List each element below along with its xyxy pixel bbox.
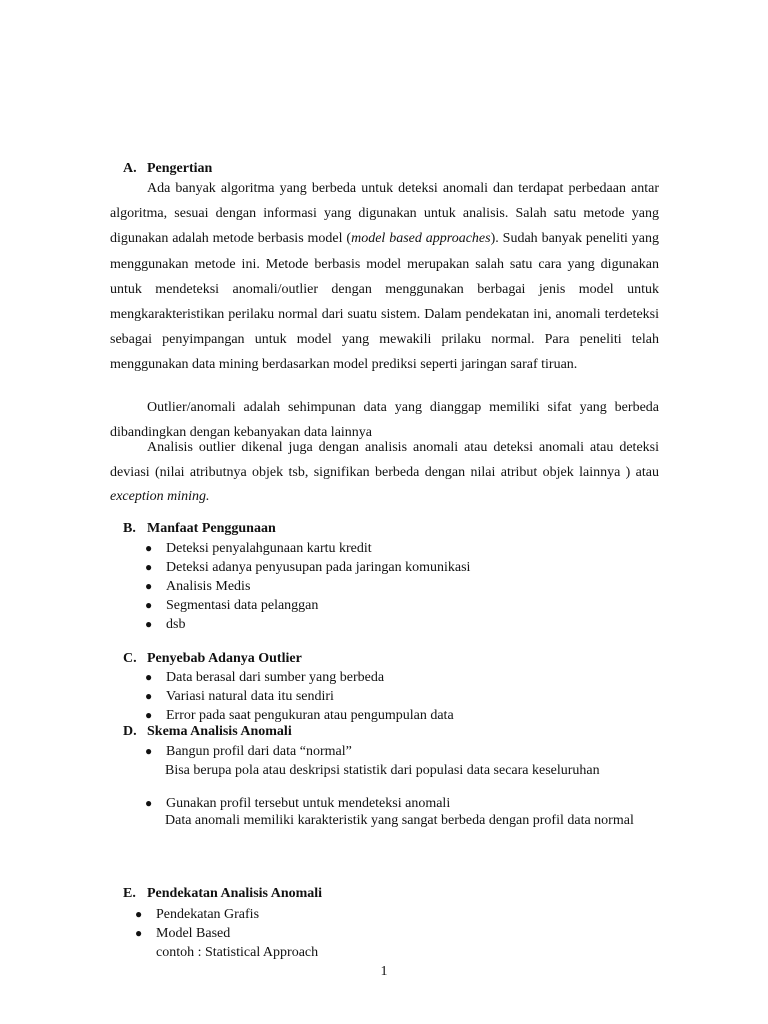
list-item-text: Variasi natural data itu sendiri xyxy=(166,689,334,704)
list-item xyxy=(145,687,454,706)
bullet-icon: ● xyxy=(145,744,153,758)
section-d-title: Skema Analisis Anomali xyxy=(147,724,292,739)
bullet-icon: ● xyxy=(135,907,143,921)
section-d-letter: D. xyxy=(123,724,137,739)
section-d-item2-description: Data anomali memiliki karakteristik yang sangat berbeda dengan profil data normal xyxy=(165,813,634,828)
bullet-icon: ● xyxy=(145,708,153,722)
p1-text-a: Ada banyak algoritma yang berbeda untuk deteksi anomali dan terdapat perbedaan antar algoritma, sesuai dengan informasi yang digunakan untuk analisis. Salah satu metode yang digunakan adalah metode berbasis model ( xyxy=(110,181,659,247)
list-item-text: Bangun profil dari data “normal” xyxy=(166,744,352,759)
section-a-paragraph-1 xyxy=(110,176,659,378)
section-e-letter: E. xyxy=(123,886,136,901)
section-a-paragraph-3 xyxy=(110,436,659,510)
bullet-icon: ● xyxy=(145,670,153,684)
section-b-list xyxy=(145,539,471,634)
list-item xyxy=(135,905,260,924)
bullet-icon: ● xyxy=(145,689,153,703)
list-item-text: dsb xyxy=(166,617,186,632)
bullet-icon: ● xyxy=(145,617,153,631)
list-item-text: Data berasal dari sumber yang berbeda xyxy=(166,670,385,685)
list-item xyxy=(145,668,454,687)
bullet-icon: ● xyxy=(145,796,153,810)
list-item-text: Error pada saat pengukuran atau pengumpulan data xyxy=(166,708,454,723)
section-e-list xyxy=(135,905,260,943)
section-c-letter: C. xyxy=(123,651,137,666)
bullet-icon: ● xyxy=(135,926,143,940)
p1-emphasis: model based approaches xyxy=(351,231,491,247)
section-b-heading xyxy=(123,521,276,537)
list-item xyxy=(145,615,470,634)
list-item-text: Deteksi adanya penyusupan pada jaringan komunikasi xyxy=(166,560,471,575)
bullet-icon: ● xyxy=(145,579,153,593)
section-b-title: Manfaat Penggunaan xyxy=(147,521,276,536)
p1-text-b: ). Sudah banyak peneliti yang menggunakan metode ini. Metode berbasis model merupakan salah satu cara yang digunakan untuk mendeteksi anomali/outlier dengan menggunakan berbagai jenis model untuk mengkarakteristikan perilaku normal dari suatu sistem. Dalam pendekatan ini, anomali terdeteksi sebagai penyimpangan untuk model yang mewakili prilaku normal. Para peneliti telah menggunakan data mining berdasarkan model prediksi seperti jaringan saraf tiruan. xyxy=(110,231,660,373)
list-item-text: Analisis Medis xyxy=(166,579,251,594)
list-item xyxy=(145,577,470,596)
list-item-text: Model Based xyxy=(156,926,231,941)
section-a-letter: A. xyxy=(123,161,137,176)
list-item xyxy=(145,706,454,725)
section-a-heading xyxy=(123,161,212,177)
bullet-icon: ● xyxy=(145,560,153,574)
section-d-heading xyxy=(123,724,292,740)
list-item xyxy=(145,596,470,615)
section-a-title: Pengertian xyxy=(147,161,213,176)
page-number: 1 xyxy=(380,964,388,979)
section-d-list-1 xyxy=(145,742,352,761)
section-e-title: Pendekatan Analisis Anomali xyxy=(147,886,323,901)
section-c-list xyxy=(145,668,454,725)
section-e-heading xyxy=(123,886,322,902)
list-item xyxy=(145,742,352,761)
bullet-icon: ● xyxy=(145,598,153,612)
p3-text: Analisis outlier dikenal juga dengan analisis anomali atau deteksi anomali atau deteksi deviasi (nilai atributnya objek tsb, signifikan berbeda dengan nilai atribut objek lainnya ) atau xyxy=(110,440,659,480)
bullet-icon: ● xyxy=(145,541,153,555)
list-item-text: Gunakan profil tersebut untuk mendeteksi anomali xyxy=(166,796,451,811)
section-c-title: Penyebab Adanya Outlier xyxy=(147,651,302,666)
list-item xyxy=(135,924,259,943)
list-item xyxy=(145,558,471,577)
section-c-heading xyxy=(123,651,302,667)
p3-emphasis: exception mining. xyxy=(110,489,210,504)
section-d-item1-description: Bisa berupa pola atau deskripsi statistik dari populasi data secara keseluruhan xyxy=(165,763,600,778)
p2-text: Outlier/anomali adalah sehimpunan data yang dianggap memiliki sifat yang berbeda dibandingkan dengan kebanyakan data lainnya xyxy=(110,400,659,440)
list-item-text: Deteksi penyalahgunaan kartu kredit xyxy=(166,541,372,556)
list-item-text: Pendekatan Grafis xyxy=(156,907,260,922)
list-item-text: Segmentasi data pelanggan xyxy=(166,598,319,613)
section-e-example: contoh : Statistical Approach xyxy=(156,945,319,960)
section-b-letter: B. xyxy=(123,521,136,536)
list-item xyxy=(145,539,470,558)
